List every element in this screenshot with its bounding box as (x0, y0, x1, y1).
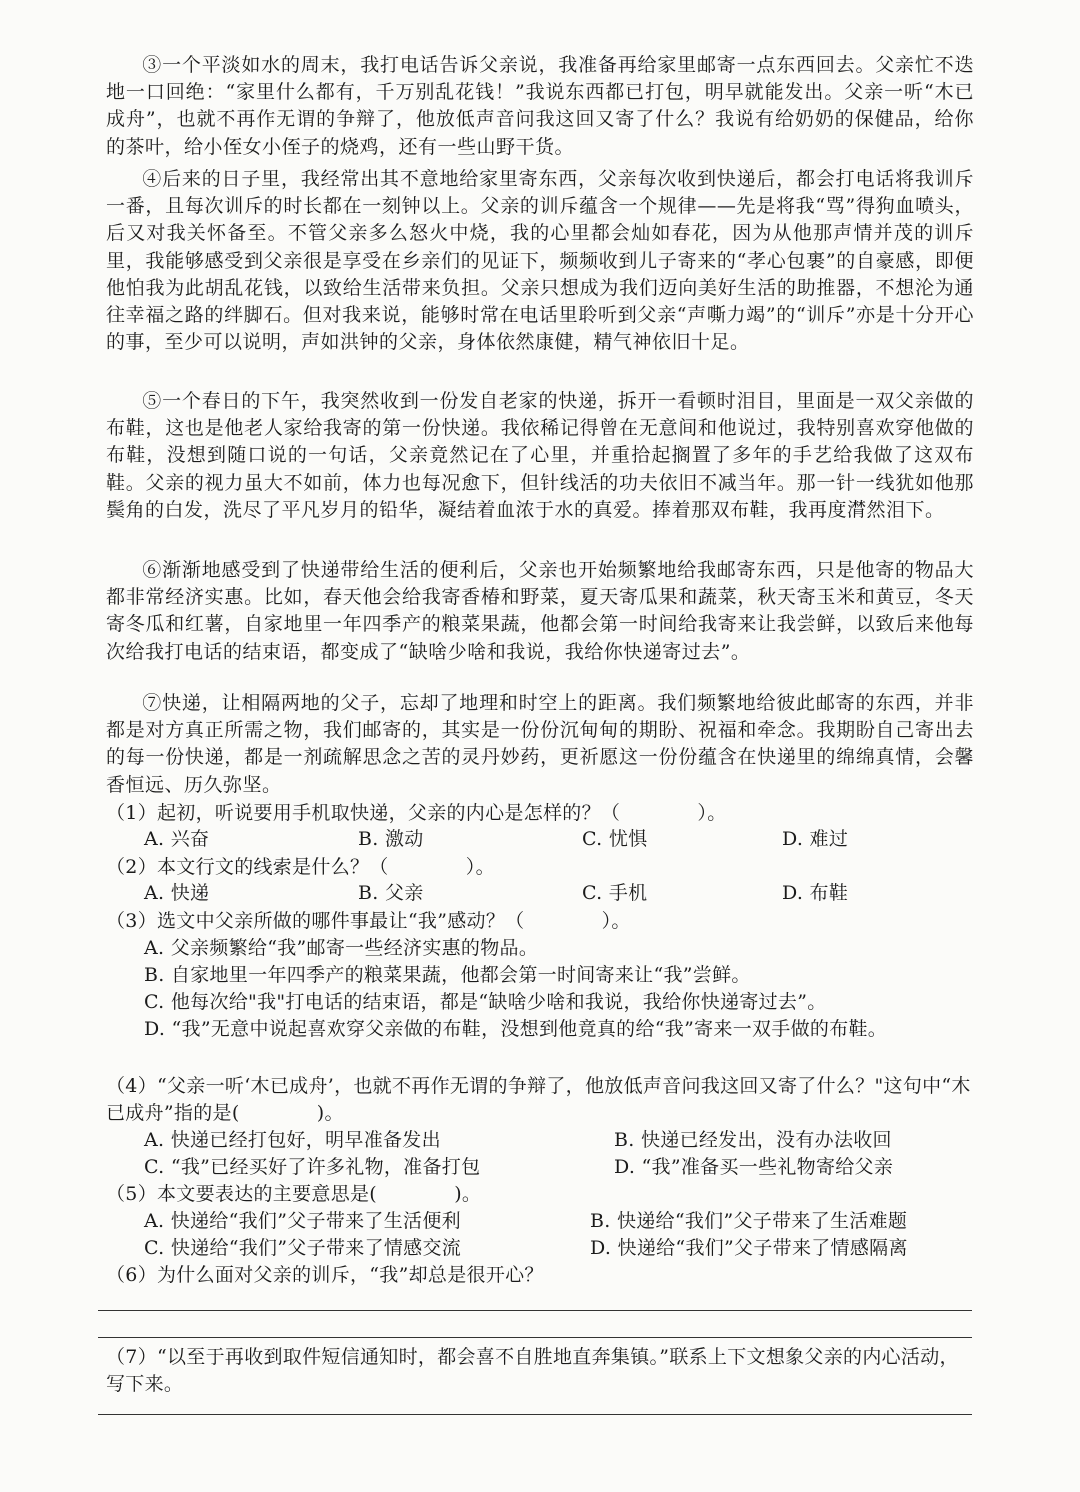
question-3-option-d[interactable]: D. “我”无意中说起喜欢穿父亲做的布鞋，没想到他竟真的给“我”寄来一双手做的布鞋。 (144, 1018, 888, 1040)
passage-paragraph-5 (106, 388, 974, 524)
question-1-option-a[interactable]: A. 兴奋 (144, 828, 210, 850)
question-6-stem: （6）为什么面对父亲的训斥，“我”却总是很开心？ (106, 1264, 544, 1286)
question-3-option-a[interactable]: A. 父亲频繁给“我”邮寄一些经济实惠的物品。 (144, 937, 539, 959)
question-2-option-b[interactable]: B. 父亲 (358, 882, 424, 904)
question-5-option-c[interactable]: C. 快递给“我们”父子带来了情感交流 (144, 1237, 462, 1259)
question-6-answer-line[interactable] (98, 1310, 972, 1311)
passage-paragraph-3 (106, 52, 974, 161)
question-2-option-d[interactable]: D. 布鞋 (782, 882, 849, 904)
question-4-option-c[interactable]: C. “我”已经买好了许多礼物，准备打包 (144, 1156, 481, 1178)
question-5-option-a[interactable]: A. 快递给“我们”父子带来了生活便利 (144, 1210, 461, 1232)
paragraph-text: ⑤一个春日的下午，我突然收到一份发自老家的快递，拆开一看顿时泪目，里面是一双父亲做的布鞋，这也是他老人家给我寄的第一份快递。我依稀记得曾在无意间和他说过，我特别喜欢穿他做的布鞋，没想到随口说的一句话，父亲竟然记在了心里，并重拾起搁置了多年的手艺给我做了这双布鞋。父亲的视力虽大不如前，体力也每况愈下，但针线活的功夫依旧不减当年。那一针一线犹如他那鬓角的白发，洗尽了平凡岁月的铅华，凝结着血浓于水的真爱。捧着那双布鞋，我再度潸然泪下。 (106, 390, 974, 521)
question-2-option-a[interactable]: A. 快递 (144, 882, 210, 904)
question-7-answer-line[interactable] (98, 1414, 972, 1415)
question-6-answer-line-2[interactable] (98, 1337, 972, 1338)
paragraph-text: ④后来的日子里，我经常出其不意地给家里寄东西，父亲每次收到快递后，都会打电话将我训斥一番，且每次训斥的时长都在一刻钟以上。父亲的训斥蕴含一个规律——先是将我“骂”得狗血喷头，后又对我关怀备至。不管父亲多么怒火中烧，我的心里都会灿如春花，因为从他那声情并茂的训斥里，我能够感受到父亲很是享受在乡亲们的见证下，频频收到儿子寄来的“孝心包裹”的自豪感，即便他怕我为此胡乱花钱，以致给生活带来负担。父亲只想成为我们迈向美好生活的助推器，不想沦为通往幸福之路的绊脚石。但对我来说，能够时常在电话里聆听到父亲“声嘶力竭”的“训斥”亦是十分开心的事，至少可以说明，声如洪钟的父亲，身体依然康健，精气神依旧十足。 (106, 168, 974, 354)
passage-paragraph-6 (106, 557, 974, 666)
question-1-option-b[interactable]: B. 激动 (358, 828, 424, 850)
question-1-option-d[interactable]: D. 难过 (782, 828, 849, 850)
question-2-stem: （2）本文行文的线索是什么？（ ）。 (106, 856, 495, 878)
question-5-option-b[interactable]: B. 快递给“我们”父子带来了生活难题 (590, 1210, 908, 1232)
question-2-option-c[interactable]: C. 手机 (582, 882, 648, 904)
question-4-stem: （4）“父亲一听‘木已成舟’，也就不再作无谓的争辩了，他放低声音问我这回又寄了什么？"这句中“木已成舟”指的是( )。 (106, 1075, 971, 1124)
question-5-stem: （5）本文要表达的主要意思是( )。 (106, 1183, 482, 1205)
paragraph-text: ⑥渐渐地感受到了快递带给生活的便利后，父亲也开始频繁地给我邮寄东西，只是他寄的物品大都非常经济实惠。比如，春天他会给我寄香椿和野菜，夏天寄瓜果和蔬菜，秋天寄玉米和黄豆，冬天寄冬瓜和红薯，自家地里一年四季产的粮菜果蔬，他都会第一时间给我寄来让我尝鲜，以致后来他每次给我打电话的结束语，都变成了“缺啥少啥和我说，我给你快递寄过去”。 (106, 559, 974, 663)
question-3-option-c[interactable]: C. 他每次给"我"打电话的结束语，都是“缺啥少啥和我说，我给你快递寄过去”。 (144, 991, 827, 1013)
question-1-stem: （1）起初，听说要用手机取快递，父亲的内心是怎样的？（ ）。 (106, 802, 727, 824)
question-4-option-a[interactable]: A. 快递已经打包好，明早准备发出 (144, 1129, 441, 1151)
question-5-option-d[interactable]: D. 快递给“我们”父子带来了情感隔离 (590, 1237, 908, 1259)
paragraph-text: ③一个平淡如水的周末，我打电话告诉父亲说，我准备再给家里邮寄一点东西回去。父亲忙不迭地一口回绝：“家里什么都有，千万别乱花钱！”我说东西都已打包，明早就能发出。父亲一听“木已成舟”，也就不再作无谓的争辩了，他放低声音问我这回又寄了什么？我说有给奶奶的保健品，给你的茶叶，给小侄女小侄子的烧鸡，还有一些山野干货。 (106, 54, 974, 158)
question-1-option-c[interactable]: C. 忧惧 (582, 828, 648, 850)
paragraph-text: ⑦快递，让相隔两地的父子，忘却了地理和时空上的距离。我们频繁地给彼此邮寄的东西，并非都是对方真正所需之物，我们邮寄的，其实是一份份沉甸甸的期盼、祝福和牵念。我期盼自己寄出去的每一份快递，都是一剂疏解思念之苦的灵丹妙药，更祈愿这一份份蕴含在快递里的绵绵真情，会馨香恒远、历久弥坚。 (106, 692, 974, 796)
passage-paragraph-7 (106, 690, 974, 799)
question-4-option-b[interactable]: B. 快递已经发出，没有办法收回 (614, 1129, 892, 1151)
passage-paragraph-4 (106, 166, 974, 356)
question-7-stem: （7）“以至于再收到取件短信通知时，都会喜不自胜地直奔集镇。”联系上下文想象父亲的内心活动，写下来。 (106, 1346, 959, 1395)
question-4-option-d[interactable]: D. “我”准备买一些礼物寄给父亲 (614, 1156, 894, 1178)
question-3-option-b[interactable]: B. 自家地里一年四季产的粮菜果蔬，他都会第一时间寄来让“我”尝鲜。 (144, 964, 751, 986)
question-3-stem: （3）选文中父亲所做的哪件事最让“我”感动？（ ）。 (106, 910, 631, 932)
